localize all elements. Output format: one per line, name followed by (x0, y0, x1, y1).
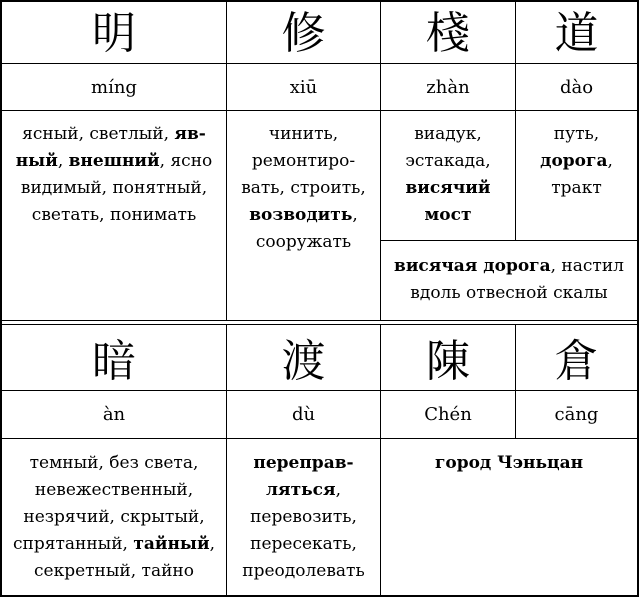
translation-line: ляться, (266, 480, 341, 500)
translation-cell (2, 121, 226, 229)
translation-line: путь, (553, 124, 600, 144)
translation-line: чинить, (268, 124, 339, 144)
hline (380, 240, 639, 241)
pinyin-cell: zhàn (426, 77, 470, 98)
hanzi-cell: 倉 (554, 336, 599, 387)
translation-cell-merged (381, 450, 637, 477)
hline (0, 324, 639, 325)
hline (0, 390, 639, 391)
translation-line: сооружать (255, 232, 352, 252)
translation-line: вдоль отвесной скалы (410, 283, 608, 303)
pinyin-cell: cāng (554, 404, 599, 425)
translation-line: висячая дорога, настил (394, 256, 624, 276)
pinyin-cell: dào (559, 77, 594, 98)
hanzi-cell: 道 (554, 8, 599, 59)
translation-line: вать, строить, (241, 178, 366, 198)
translation-line: переправ- (253, 453, 354, 473)
translation-line: висячий (405, 178, 491, 198)
translation-cell (516, 121, 637, 202)
hanzi-cell: 修 (281, 8, 326, 59)
translation-line: темный, без света, (29, 453, 199, 473)
translation-line: тракт (551, 178, 602, 198)
hline (0, 438, 639, 439)
translation-line: спрятанный, тайный, (13, 534, 215, 554)
pinyin-cell: àn (102, 404, 126, 425)
pinyin-cell: Chén (424, 404, 472, 425)
translation-cell-merged (381, 253, 637, 307)
pinyin-cell: xiū (289, 77, 318, 98)
translation-line: мост (424, 205, 472, 225)
translation-cell (381, 121, 515, 229)
hline (0, 110, 639, 111)
translation-cell (227, 121, 380, 256)
translation-line: видимый, понятный, (20, 178, 208, 198)
translation-line: дорога, (540, 151, 613, 171)
translation-line: секретный, тайно (34, 561, 194, 581)
hline (0, 63, 639, 64)
translation-line: ясный, светлый, яв- (22, 124, 206, 144)
translation-line: возводить, (249, 205, 358, 225)
translation-line: незрячий, скрытый, (23, 507, 205, 527)
hanzi-cell: 明 (92, 8, 136, 59)
translation-line: преодолевать (242, 561, 365, 581)
translation-line: пересекать, (250, 534, 357, 554)
hanzi-cell: 暗 (92, 336, 136, 387)
translation-cell (2, 450, 226, 585)
translation-line: город Чэньцан (434, 453, 584, 473)
translation-line: ный, внешний, ясно (15, 151, 213, 171)
hanzi-cell: 棧 (426, 8, 470, 59)
hline (0, 320, 639, 321)
pinyin-cell: dù (291, 404, 316, 425)
translation-line: эстакада, (405, 151, 491, 171)
translation-line: виадук, (414, 124, 482, 144)
translation-line: перевозить, (250, 507, 357, 527)
translation-cell (227, 450, 380, 585)
translation-line: светать, понимать (31, 205, 197, 225)
hanzi-cell: 陳 (426, 336, 470, 387)
pinyin-cell: míng (91, 77, 137, 98)
border-top (0, 0, 639, 2)
translation-line: ремонтиро- (251, 151, 356, 171)
hanzi-cell: 渡 (281, 336, 326, 387)
translation-line: невежественный, (34, 480, 194, 500)
